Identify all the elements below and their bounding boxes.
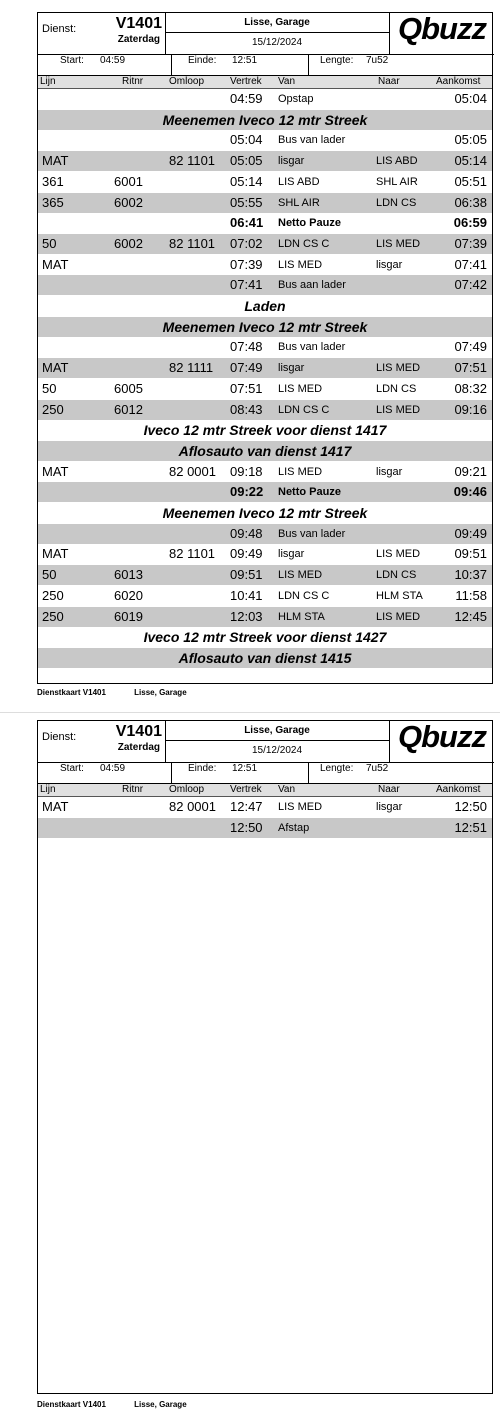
cell-naar: LIS ABD xyxy=(376,155,418,168)
section-title: Meenemen Iveco 12 mtr Streek xyxy=(38,317,492,337)
cell-ritnr: 6020 xyxy=(114,587,143,603)
cell-naar: SHL AIR xyxy=(376,175,418,188)
cell-aankomst: 09:51 xyxy=(454,546,487,562)
schedule-row xyxy=(38,337,492,357)
section-title: Meenemen Iveco 12 mtr Streek xyxy=(162,505,368,521)
cell-ritnr: 6002 xyxy=(114,235,143,251)
cell-van: LIS ABD xyxy=(278,175,320,188)
section-title: Iveco 12 mtr Streek voor dienst 1427 xyxy=(143,629,387,646)
cell-aankomst: 07:41 xyxy=(454,256,487,272)
cell-lijn: MAT xyxy=(42,153,69,169)
col-van: Van xyxy=(278,784,296,795)
schedule-rows xyxy=(38,89,492,669)
schedule-row xyxy=(38,275,492,295)
col-vertrek: Vertrek xyxy=(230,76,262,87)
footer-location: Lisse, Garage xyxy=(134,688,187,697)
cell-van: Bus van lader xyxy=(278,134,346,147)
cell-vertrek: 06:41 xyxy=(230,215,264,231)
cell-vertrek: 12:03 xyxy=(230,608,263,624)
sheet-2 xyxy=(37,720,493,1394)
schedule-row xyxy=(38,586,492,606)
cell-lijn: MAT xyxy=(42,360,69,376)
day-label: Zaterdag xyxy=(117,742,160,753)
col-ritnr: Ritnr xyxy=(122,784,144,795)
length-label: Lengte: xyxy=(320,55,354,66)
cell-van: SHL AIR xyxy=(278,196,320,209)
cell-naar: LDN CS xyxy=(376,382,417,395)
page-footer xyxy=(37,1400,213,1409)
cell-van: LDN CS C xyxy=(278,403,330,416)
cell-naar: LIS MED xyxy=(376,610,421,623)
cell-aankomst: 09:16 xyxy=(454,401,487,417)
cell-aankomst: 08:32 xyxy=(454,380,487,396)
cell-vertrek: 07:48 xyxy=(230,339,263,355)
cell-van: lisgar xyxy=(278,155,305,168)
location-label: Lisse, Garage xyxy=(244,17,310,28)
schedule-row xyxy=(38,379,492,399)
schedule-rows xyxy=(38,797,492,838)
cell-van: LDN CS C xyxy=(278,589,330,602)
cell-van: LIS MED xyxy=(278,465,323,478)
schedule-row xyxy=(38,234,492,254)
cell-vertrek: 08:43 xyxy=(230,401,263,417)
cell-van: HLM STA xyxy=(278,610,325,623)
cell-vertrek: 09:48 xyxy=(230,525,263,541)
qbuzz-logo: Qbuzz xyxy=(398,11,486,46)
end-label: Einde: xyxy=(188,55,217,66)
cell-ritnr: 6002 xyxy=(114,194,143,210)
col-aankomst: Aankomst xyxy=(436,784,481,795)
cell-lijn: MAT xyxy=(42,463,69,479)
cell-aankomst: 12:45 xyxy=(454,608,487,624)
cell-vertrek: 12:47 xyxy=(230,799,263,814)
cell-pause-label: Netto Pauze xyxy=(278,217,341,230)
cell-omloop: 82 1101 xyxy=(169,546,216,562)
cell-lijn: 50 xyxy=(42,235,57,251)
cell-omloop: 82 1111 xyxy=(169,360,214,376)
cell-van: lisgar xyxy=(278,362,305,375)
schedule-row xyxy=(38,544,492,564)
cell-naar: LDN CS xyxy=(376,569,417,582)
schedule-row xyxy=(38,172,492,192)
page-1 xyxy=(0,0,500,710)
dienst-label: Dienst: xyxy=(42,731,77,743)
cell-van: LIS MED xyxy=(278,258,323,271)
cell-ritnr: 6001 xyxy=(114,173,143,189)
page-footer xyxy=(37,688,213,697)
section-title: Iveco 12 mtr Streek voor dienst 1417 xyxy=(143,422,387,439)
cell-vertrek: 07:49 xyxy=(230,360,263,376)
cell-lijn: 361 xyxy=(42,173,64,189)
footer-label: Dienstkaart V1401 xyxy=(37,1400,106,1409)
col-vertrek: Vertrek xyxy=(230,784,262,795)
length-value: 7u52 xyxy=(366,763,389,774)
cell-aankomst: 07:42 xyxy=(454,277,487,293)
cell-van: Opstap xyxy=(278,93,314,105)
schedule-row xyxy=(38,797,492,817)
cell-lijn: MAT xyxy=(42,546,69,562)
cell-naar: lisgar xyxy=(376,465,403,478)
schedule-row xyxy=(38,193,492,213)
end-value: 12:51 xyxy=(232,55,258,66)
footer-label: Dienstkaart V1401 xyxy=(37,688,106,697)
cell-van: LDN CS C xyxy=(278,237,330,250)
cell-vertrek: 12:50 xyxy=(230,819,263,835)
cell-aankomst: 12:50 xyxy=(454,799,487,814)
cell-naar: LIS MED xyxy=(376,403,421,416)
cell-lijn: 50 xyxy=(42,567,57,583)
start-value: 04:59 xyxy=(100,763,126,774)
end-label: Einde: xyxy=(188,763,217,774)
cell-aankomst: 12:51 xyxy=(454,819,487,835)
cell-van: Bus van lader xyxy=(278,341,346,354)
cell-vertrek: 09:51 xyxy=(230,567,263,583)
cell-van: Afstap xyxy=(278,821,310,834)
schedule-row xyxy=(38,607,492,627)
column-header xyxy=(38,784,492,797)
cell-ritnr: 6013 xyxy=(114,567,143,583)
col-lijn: Lijn xyxy=(40,784,56,795)
cell-vertrek: 05:14 xyxy=(230,173,263,189)
cell-van: Bus aan lader xyxy=(278,279,346,292)
start-label: Start: xyxy=(60,55,84,66)
schedule-row xyxy=(38,89,492,109)
cell-lijn: 250 xyxy=(42,401,64,417)
pause-row xyxy=(38,482,492,502)
date-label: 15/12/2024 xyxy=(251,37,303,48)
cell-naar: lisgar xyxy=(376,801,403,813)
sheet-header xyxy=(38,721,492,784)
cell-vertrek: 07:39 xyxy=(230,256,263,272)
length-value: 7u52 xyxy=(366,55,389,66)
schedule-row xyxy=(38,565,492,585)
cell-aankomst: 11:58 xyxy=(455,587,487,603)
day-label: Zaterdag xyxy=(117,34,160,45)
cell-vertrek: 05:05 xyxy=(230,153,263,169)
cell-omloop: 82 1101 xyxy=(169,235,216,251)
cell-aankomst: 07:49 xyxy=(454,339,487,355)
cell-lijn: 50 xyxy=(42,380,57,396)
cell-aankomst: 05:51 xyxy=(454,173,487,189)
cell-naar: LDN CS xyxy=(376,196,417,209)
col-omloop: Omloop xyxy=(169,76,205,87)
schedule-row xyxy=(38,818,492,838)
col-naar: Naar xyxy=(378,784,400,795)
cell-pause-label: Netto Pauze xyxy=(278,486,341,499)
cell-lijn: 250 xyxy=(42,608,64,624)
schedule-row xyxy=(38,255,492,275)
cell-aankomst: 09:21 xyxy=(454,463,487,479)
cell-aankomst: 05:05 xyxy=(454,132,487,148)
cell-vertrek: 09:18 xyxy=(230,463,263,479)
schedule-row xyxy=(38,524,492,544)
cell-vertrek: 07:02 xyxy=(230,235,263,251)
schedule-row xyxy=(38,151,492,171)
dienst-label: Dienst: xyxy=(42,23,77,35)
cell-naar: lisgar xyxy=(376,258,403,271)
col-ritnr: Ritnr xyxy=(122,76,144,87)
section-title: Laden xyxy=(244,298,286,314)
cell-aankomst: 07:51 xyxy=(454,360,487,376)
dienst-number: V1401 xyxy=(115,723,162,740)
cell-van: LIS MED xyxy=(278,569,323,582)
cell-ritnr: 6012 xyxy=(114,401,143,417)
col-naar: Naar xyxy=(378,76,400,87)
cell-aankomst: 06:59 xyxy=(453,215,487,231)
location-label: Lisse, Garage xyxy=(244,725,310,736)
cell-lijn: MAT xyxy=(42,256,69,272)
col-aankomst: Aankomst xyxy=(436,76,481,87)
qbuzz-logo: Qbuzz xyxy=(398,719,486,754)
cell-vertrek: 10:41 xyxy=(230,587,263,603)
footer-location: Lisse, Garage xyxy=(134,1400,187,1409)
cell-vertrek: 07:41 xyxy=(230,277,263,293)
cell-lijn: 365 xyxy=(42,194,64,210)
cell-van: Bus van lader xyxy=(278,527,346,540)
cell-lijn: 250 xyxy=(42,587,64,603)
cell-omloop: 82 0001 xyxy=(169,799,216,814)
cell-vertrek: 07:51 xyxy=(230,380,263,396)
sheet-1 xyxy=(37,12,493,684)
cell-aankomst: 10:37 xyxy=(454,567,487,583)
column-header xyxy=(38,76,492,89)
pause-row xyxy=(38,213,492,233)
start-label: Start: xyxy=(60,763,84,774)
cell-vertrek: 05:55 xyxy=(230,194,263,210)
cell-lijn: MAT xyxy=(42,799,69,814)
cell-vertrek: 09:22 xyxy=(230,484,264,500)
cell-aankomst: 05:14 xyxy=(454,153,487,169)
cell-aankomst: 09:46 xyxy=(453,484,487,500)
cell-vertrek: 05:04 xyxy=(230,132,263,148)
page-2 xyxy=(0,714,500,1426)
cell-aankomst: 09:49 xyxy=(454,525,487,541)
schedule-row xyxy=(38,400,492,420)
cell-aankomst: 06:38 xyxy=(454,194,487,210)
schedule-row xyxy=(38,462,492,482)
cell-naar: LIS MED xyxy=(376,548,421,561)
schedule-row xyxy=(38,130,492,150)
page-separator xyxy=(0,712,500,713)
cell-vertrek: 04:59 xyxy=(230,91,263,106)
cell-naar: LIS MED xyxy=(376,362,421,375)
schedule-row xyxy=(38,358,492,378)
cell-naar: LIS MED xyxy=(376,237,421,250)
sheet-header xyxy=(38,13,492,76)
length-label: Lengte: xyxy=(320,763,354,774)
section-title: Aflosauto van dienst 1417 xyxy=(38,441,492,461)
cell-van: LIS MED xyxy=(278,382,323,395)
cell-naar: HLM STA xyxy=(376,589,423,602)
section-title: Aflosauto van dienst 1415 xyxy=(38,648,492,668)
cell-omloop: 82 1101 xyxy=(169,153,216,169)
col-van: Van xyxy=(278,76,296,87)
section-title: Meenemen Iveco 12 mtr Streek xyxy=(38,110,492,130)
cell-ritnr: 6005 xyxy=(114,380,143,396)
date-label: 15/12/2024 xyxy=(251,745,303,756)
cell-omloop: 82 0001 xyxy=(169,463,216,479)
start-value: 04:59 xyxy=(100,55,126,66)
cell-aankomst: 07:39 xyxy=(454,235,487,251)
cell-van: LIS MED xyxy=(278,801,323,813)
cell-vertrek: 09:49 xyxy=(230,546,263,562)
end-value: 12:51 xyxy=(232,763,258,774)
col-omloop: Omloop xyxy=(169,784,205,795)
cell-aankomst: 05:04 xyxy=(454,91,487,106)
col-lijn: Lijn xyxy=(40,76,56,87)
cell-ritnr: 6019 xyxy=(114,608,143,624)
cell-van: lisgar xyxy=(278,548,305,561)
dienst-number: V1401 xyxy=(115,15,162,32)
